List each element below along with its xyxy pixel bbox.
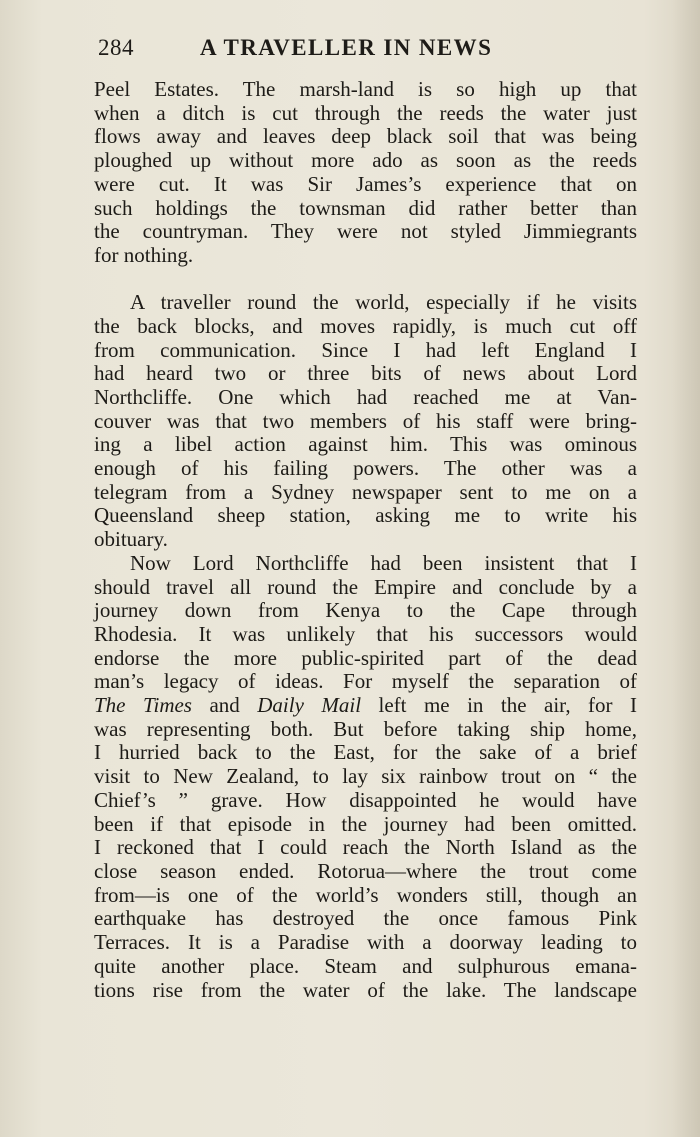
text-line: Peel Estates. The marsh-land is so high up that [94, 77, 637, 101]
line-remainder: left me in the air, for I [361, 693, 637, 718]
text-line: Rhodesia. It was unlikely that his successors would [94, 621, 637, 646]
text-line: Now Lord Northcliffe had been insistent that I [130, 550, 637, 575]
text-line: ing a libel action against him. This was ominous [94, 432, 637, 457]
running-title: A TRAVELLER IN NEWS [200, 35, 493, 60]
text-line: the back blocks, and moves rapidly, is much cut off [94, 313, 637, 338]
paragraph-gap [94, 268, 637, 292]
paragraph-2 [94, 291, 637, 552]
text-line: from—is one of the world’s wonders still, though an [94, 882, 637, 907]
text-line: I reckoned that I could reach the North Island as the [94, 835, 637, 860]
page-edge-shadow [672, 0, 700, 1137]
text-line: ploughed up without more ado as soon as the reeds [94, 148, 637, 173]
text-line: had heard two or three bits of news about Lord [94, 361, 637, 386]
text-line: A traveller round the world, especially if he visits [130, 290, 637, 315]
text-line: earthquake has destroyed the once famous Pink [94, 906, 637, 931]
text-line: quite another place. Steam and sulphurous emana- [94, 953, 637, 978]
body-text [94, 78, 637, 1002]
text-line: Chief’s ” grave. How disappointed he would have [94, 787, 637, 812]
text-line: when a ditch is cut through the reeds the water just [94, 100, 637, 125]
text-line: journey down from Kenya to the Cape through [94, 598, 637, 623]
text-line: visit to New Zealand, to lay six rainbow trout on “ the [94, 764, 637, 789]
text-line: couver was that two members of his staff were bring- [94, 408, 637, 433]
newspaper-title: Daily Mail [257, 693, 362, 718]
text-line: for nothing. [94, 242, 194, 267]
text-line: I hurried back to the East, for the sake of a brief [94, 740, 637, 765]
text-line: from communication. Since I had left England I [94, 337, 637, 362]
text-line: were cut. It was Sir James’s experience that on [94, 171, 637, 196]
newspaper-title: The Times [94, 693, 192, 718]
text-line: telegram from a Sydney newspaper sent to me on a [94, 479, 637, 504]
text-line: been if that episode in the journey had been omitted. [94, 811, 637, 836]
text-line-with-titles [94, 694, 637, 718]
text-line: close season ended. Rotorua—where the trout come [94, 859, 637, 883]
text-line: such holdings the townsman did rather better than [94, 195, 637, 220]
title-joiner: and [191, 693, 258, 718]
text-line: Queensland sheep station, asking me to write his [94, 503, 637, 528]
text-line: the countryman. They were not styled Jimmiegrants [94, 219, 637, 244]
text-line: endorse the more public-spirited part of the dead [94, 645, 637, 670]
text-line: enough of his failing powers. The other was a [94, 456, 637, 481]
page-header [98, 33, 638, 67]
text-line: tions rise from the water of the lake. The landscape [94, 977, 637, 1002]
text-line: obituary. [94, 527, 168, 552]
paragraph-3 [94, 552, 637, 1002]
text-line: should travel all round the Empire and conclude by a [94, 574, 637, 599]
text-line: Terraces. It is a Paradise with a doorway leading to [94, 930, 637, 955]
paragraph-1 [94, 78, 637, 268]
text-line: flows away and leaves deep black soil that was being [94, 124, 637, 149]
text-line: Northcliffe. One which had reached me at Van- [94, 384, 637, 409]
text-line: was representing both. But before taking ship home, [94, 716, 637, 741]
text-line: man’s legacy of ideas. For myself the separation of [94, 669, 637, 694]
page-number: 284 [98, 35, 134, 60]
